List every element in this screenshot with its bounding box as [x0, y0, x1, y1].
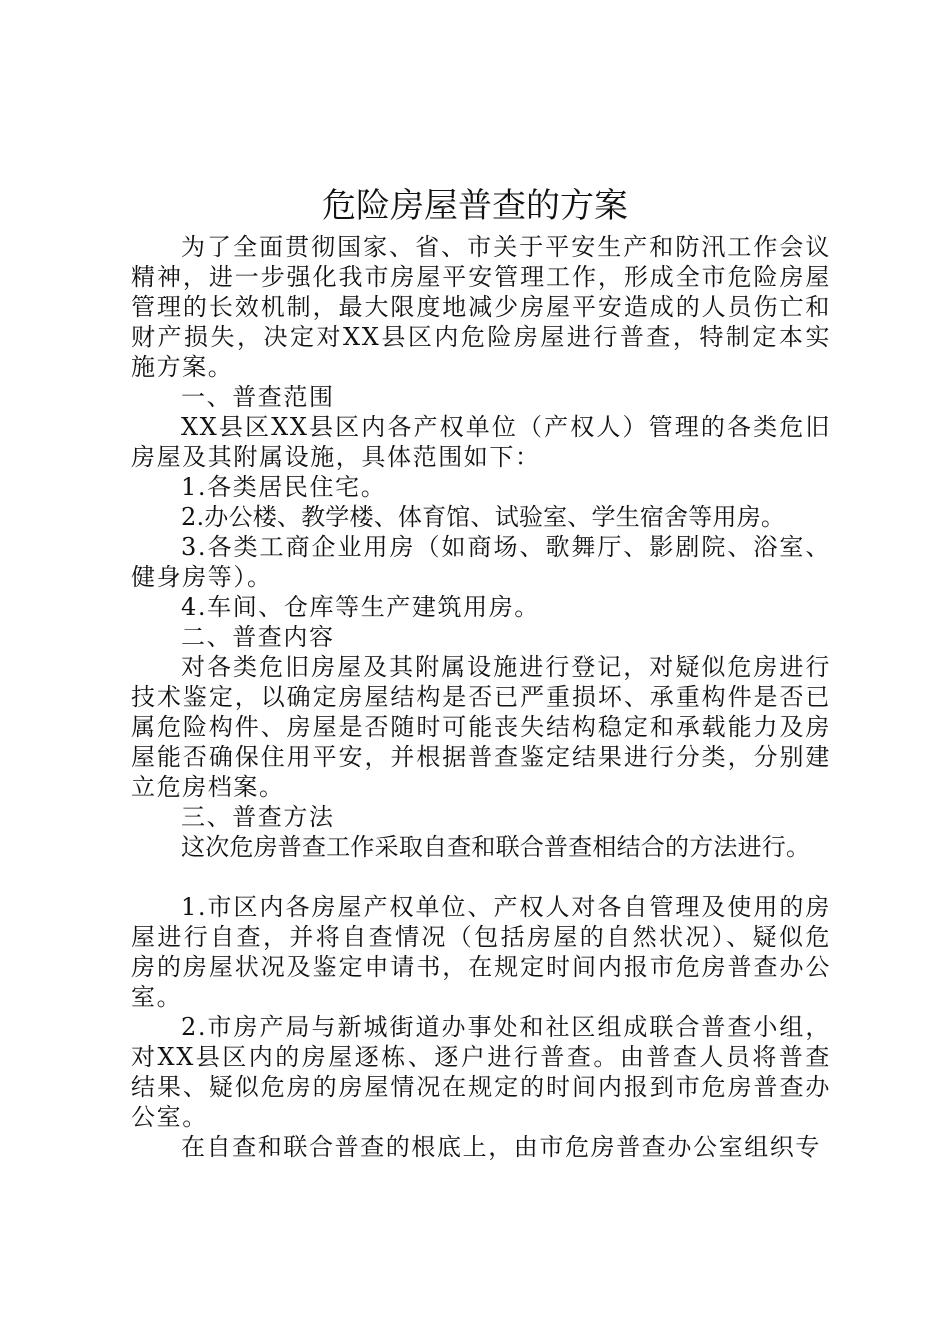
scope-item: 2.办公楼、教学楼、体育馆、试验室、学生宿舍等用房。 [181, 503, 786, 531]
section-heading-scope: 一、普查范围 [181, 383, 335, 411]
intro-paragraph: 为了全面贯彻国家、省、市关于平安生产和防汛工作会议精神，进一步强化我市房屋平安管理工作，形成全市危险房屋管理的长效机制，最大限度地减少房屋平安造成的人员伤亡和财产损失，决定对XX县区内危险房屋进行普查，特制定本实施方案。 [131, 233, 831, 381]
scope-item: 1.各类居民住宅。 [181, 473, 387, 501]
method-paragraph: 这次危房普查工作采取自查和联合普查相结合的方法进行。 [181, 833, 811, 861]
method-item: 2.市房产局与新城街道办事处和社区组成联合普查小组，对XX县区内的房屋逐栋、逐户进行普查。由普查人员将普查结果、疑似危房的房屋情况在规定的时间内报到市危房普查办公室。 [131, 1013, 831, 1131]
method-closing-paragraph: 在自查和联合普查的根底上，由市危房普查办公室组织专 [181, 1133, 821, 1161]
content-paragraph: 对各类危旧房屋及其附属设施进行登记，对疑似危房进行技术鉴定，以确定房屋结构是否已严重损坏、承重构件是否已属危险构件、房屋是否随时可能丧失结构稳定和承载能力及房屋能否确保住用平安，并根据普查鉴定结果进行分类，分别建立危房档案。 [131, 653, 831, 801]
section-heading-method: 三、普查方法 [181, 803, 335, 831]
blank-line [131, 862, 831, 892]
section-heading-content: 二、普查内容 [181, 623, 335, 651]
scope-paragraph: XX县区XX县区内各产权单位（产权人）管理的各类危旧房屋及其附属设施，具体范围如下： [131, 413, 831, 471]
scope-item: 4.车间、仓库等生产建筑用房。 [181, 593, 540, 621]
scope-item: 3.各类工商企业用房（如商场、歌舞厅、影剧院、浴室、健身房等）。 [131, 533, 831, 591]
method-item: 1.市区内各房屋产权单位、产权人对各自管理及使用的房屋进行自查，并将自查情况（包括房屋的自然状况）、疑似危房的房屋状况及鉴定申请书，在规定时间内报市危房普查办公室。 [131, 893, 831, 1011]
document-title: 危险房屋普查的方案 [322, 186, 628, 226]
document-body [131, 232, 831, 1162]
